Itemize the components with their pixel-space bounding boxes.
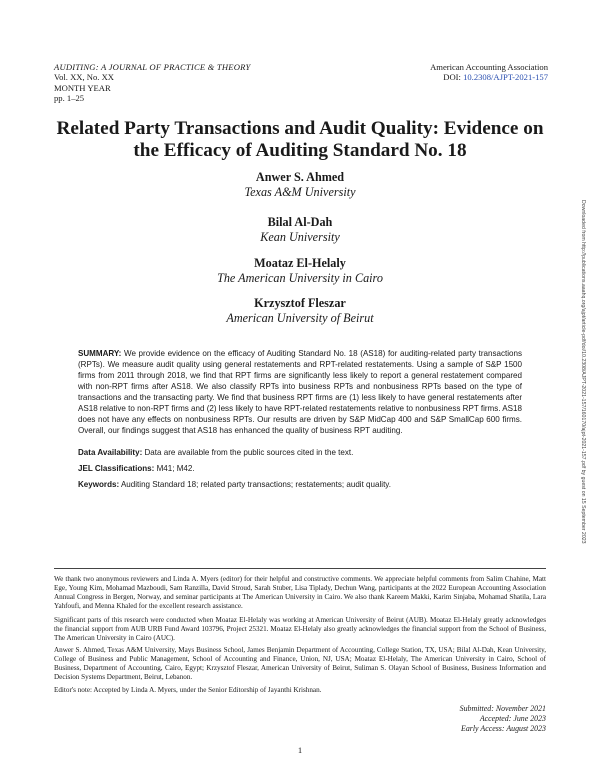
doi-label: DOI: xyxy=(443,72,461,83)
download-watermark xyxy=(578,200,588,590)
jel-label: JEL Classifications: xyxy=(78,464,155,473)
author-1 xyxy=(0,170,600,200)
paper-title xyxy=(40,118,560,162)
journal-header xyxy=(54,62,250,104)
page-number: 1 xyxy=(297,745,303,755)
funding-footnote: Significant parts of this research were conducted when Moataz El-Helaly was working at American University of Beirut (AUB). Moataz El-Helaly greatly acknowledges the financial support from AUB URB Fund Award 103796, Project 25321. Moataz El-Helaly also greatly acknowledges the financial support from the School of Business, The American University in Cairo (AUC). xyxy=(54,616,546,643)
author-3 xyxy=(0,256,600,286)
footnote-divider xyxy=(54,568,546,569)
title-line-2: the Efficacy of Auditing Standard No. 18 xyxy=(133,140,467,161)
jel-classifications xyxy=(78,463,522,474)
volume-issue: Vol. XX, No. XX xyxy=(54,72,115,83)
keywords-label: Keywords: xyxy=(78,480,120,489)
acknowledgments-footnote: We thank two anonymous reviewers and Linda A. Myers (editor) for their helpful and constructive comments. We appreciate helpful comments from Salim Chahine, Matt Ege, Young Kim, Mohamad Mazboudi, Sam Ranzilla, David Stroud, Sarah Stuber, Lisa Tiplady, Dechun Wang, participants at the 2022 European Accounting Association Annual Congress in Bergen, Norway, and seminar participants at The American University in Cairo. We also thank Kareem Makki, Karim Sinjaba, Mohamad Shatila, Lara Yahfoufi, and Menna Khaled for the excellent research assistance. xyxy=(54,575,546,611)
author-affiliation: American University of Beirut xyxy=(226,311,374,325)
keywords-text: Auditing Standard 18; related party transactions; restatements; audit quality. xyxy=(120,480,391,489)
journal-name: AUDITING: A JOURNAL OF PRACTICE & THEORY xyxy=(54,62,251,72)
jel-text: M41; M42. xyxy=(156,464,195,473)
submitted-date: Submitted: November 2021 xyxy=(459,704,546,713)
publisher-header xyxy=(430,62,548,83)
data-availability-text: Data are available from the public sources cited in the text. xyxy=(144,448,354,457)
accepted-date: Accepted: June 2023 xyxy=(479,714,546,724)
author-2 xyxy=(0,215,600,245)
author-affiliation: The American University in Cairo xyxy=(217,271,383,285)
author-name: Krzysztof Fleszar xyxy=(254,296,346,310)
author-name: Bilal Al-Dah xyxy=(267,215,333,229)
submission-dates xyxy=(460,704,546,735)
doi-link[interactable]: 10.2308/AJPT-2021-157 xyxy=(463,72,548,83)
title-line-1: Related Party Transactions and Audit Quality: Evidence on xyxy=(56,118,544,139)
author-affiliation: Texas A&M University xyxy=(244,185,356,199)
month-year: MONTH YEAR xyxy=(54,82,111,93)
abstract xyxy=(78,348,522,436)
keywords xyxy=(78,479,522,490)
download-watermark-text: Downloaded from http://publications.aaahq.org/ajpt/article-pdf/doi/10.2308/AJPT-2021-157/160170/ajpt-2021-157.pdf by guest on 15 September 2023 xyxy=(580,200,586,544)
data-availability xyxy=(78,447,522,458)
author-name: Moataz El-Helaly xyxy=(254,256,346,270)
early-access-date: Early Access: August 2023 xyxy=(461,724,546,734)
affiliations-footnote: Anwer S. Ahmed, Texas A&M University, Mays Business School, James Benjamin Department of Accounting, College Station, TX, USA; Bilal Al-Dah, Kean University, College of Business and Public Management, School of Accounting and Finance, Union, NJ, USA; Moataz El-Helaly, The American University in Cairo, School of Business, Department of Accounting, Cairo, Egypt; Krzysztof Fleszar, American University of Beirut, Suliman S. Olayan School of Business, Business Information and Decision Systems Department, Beirut, Lebanon. xyxy=(54,646,546,682)
abstract-label: SUMMARY: xyxy=(78,349,122,358)
editor-note: Editor's note: Accepted by Linda A. Myers, under the Senior Editorship of Jayanthi Krishnan. xyxy=(54,686,322,694)
author-name: Anwer S. Ahmed xyxy=(255,170,345,184)
page-range: pp. 1–25 xyxy=(54,93,85,104)
data-availability-label: Data Availability: xyxy=(78,448,143,457)
author-affiliation: Kean University xyxy=(260,230,340,244)
publisher-name: American Accounting Association xyxy=(430,62,548,72)
abstract-text: We provide evidence on the efficacy of Auditing Standard No. 18 (AS18) for auditing-related party transactions (RPTs). We measure audit quality using general restatements and RPT-related restatements. Using a sample of S&P 1500 firms from 2011 through 2018, we find that RPT firms are significantly less likely to report a general restatement compared with non-RPT firms after AS18. We also classify RPTs into business RPTs and nonbusiness RPTs based on the type of transactions and the transacting party. We find that business RPT firms are (1) less likely to have general restatements after AS18 relative to non-RPT firms and (2) less likely to have RPT-related restatements relative to nonbusiness RPT firms. AS18 does not have any effects on nonbusiness RPTs. Our results are driven by S&P MidCap 400 and S&P SmallCap 600 firms. Overall, our findings suggest that AS18 has enhanced the quality of business RPT auditing. xyxy=(78,349,522,435)
author-4 xyxy=(0,296,600,326)
doi-line xyxy=(430,72,548,82)
